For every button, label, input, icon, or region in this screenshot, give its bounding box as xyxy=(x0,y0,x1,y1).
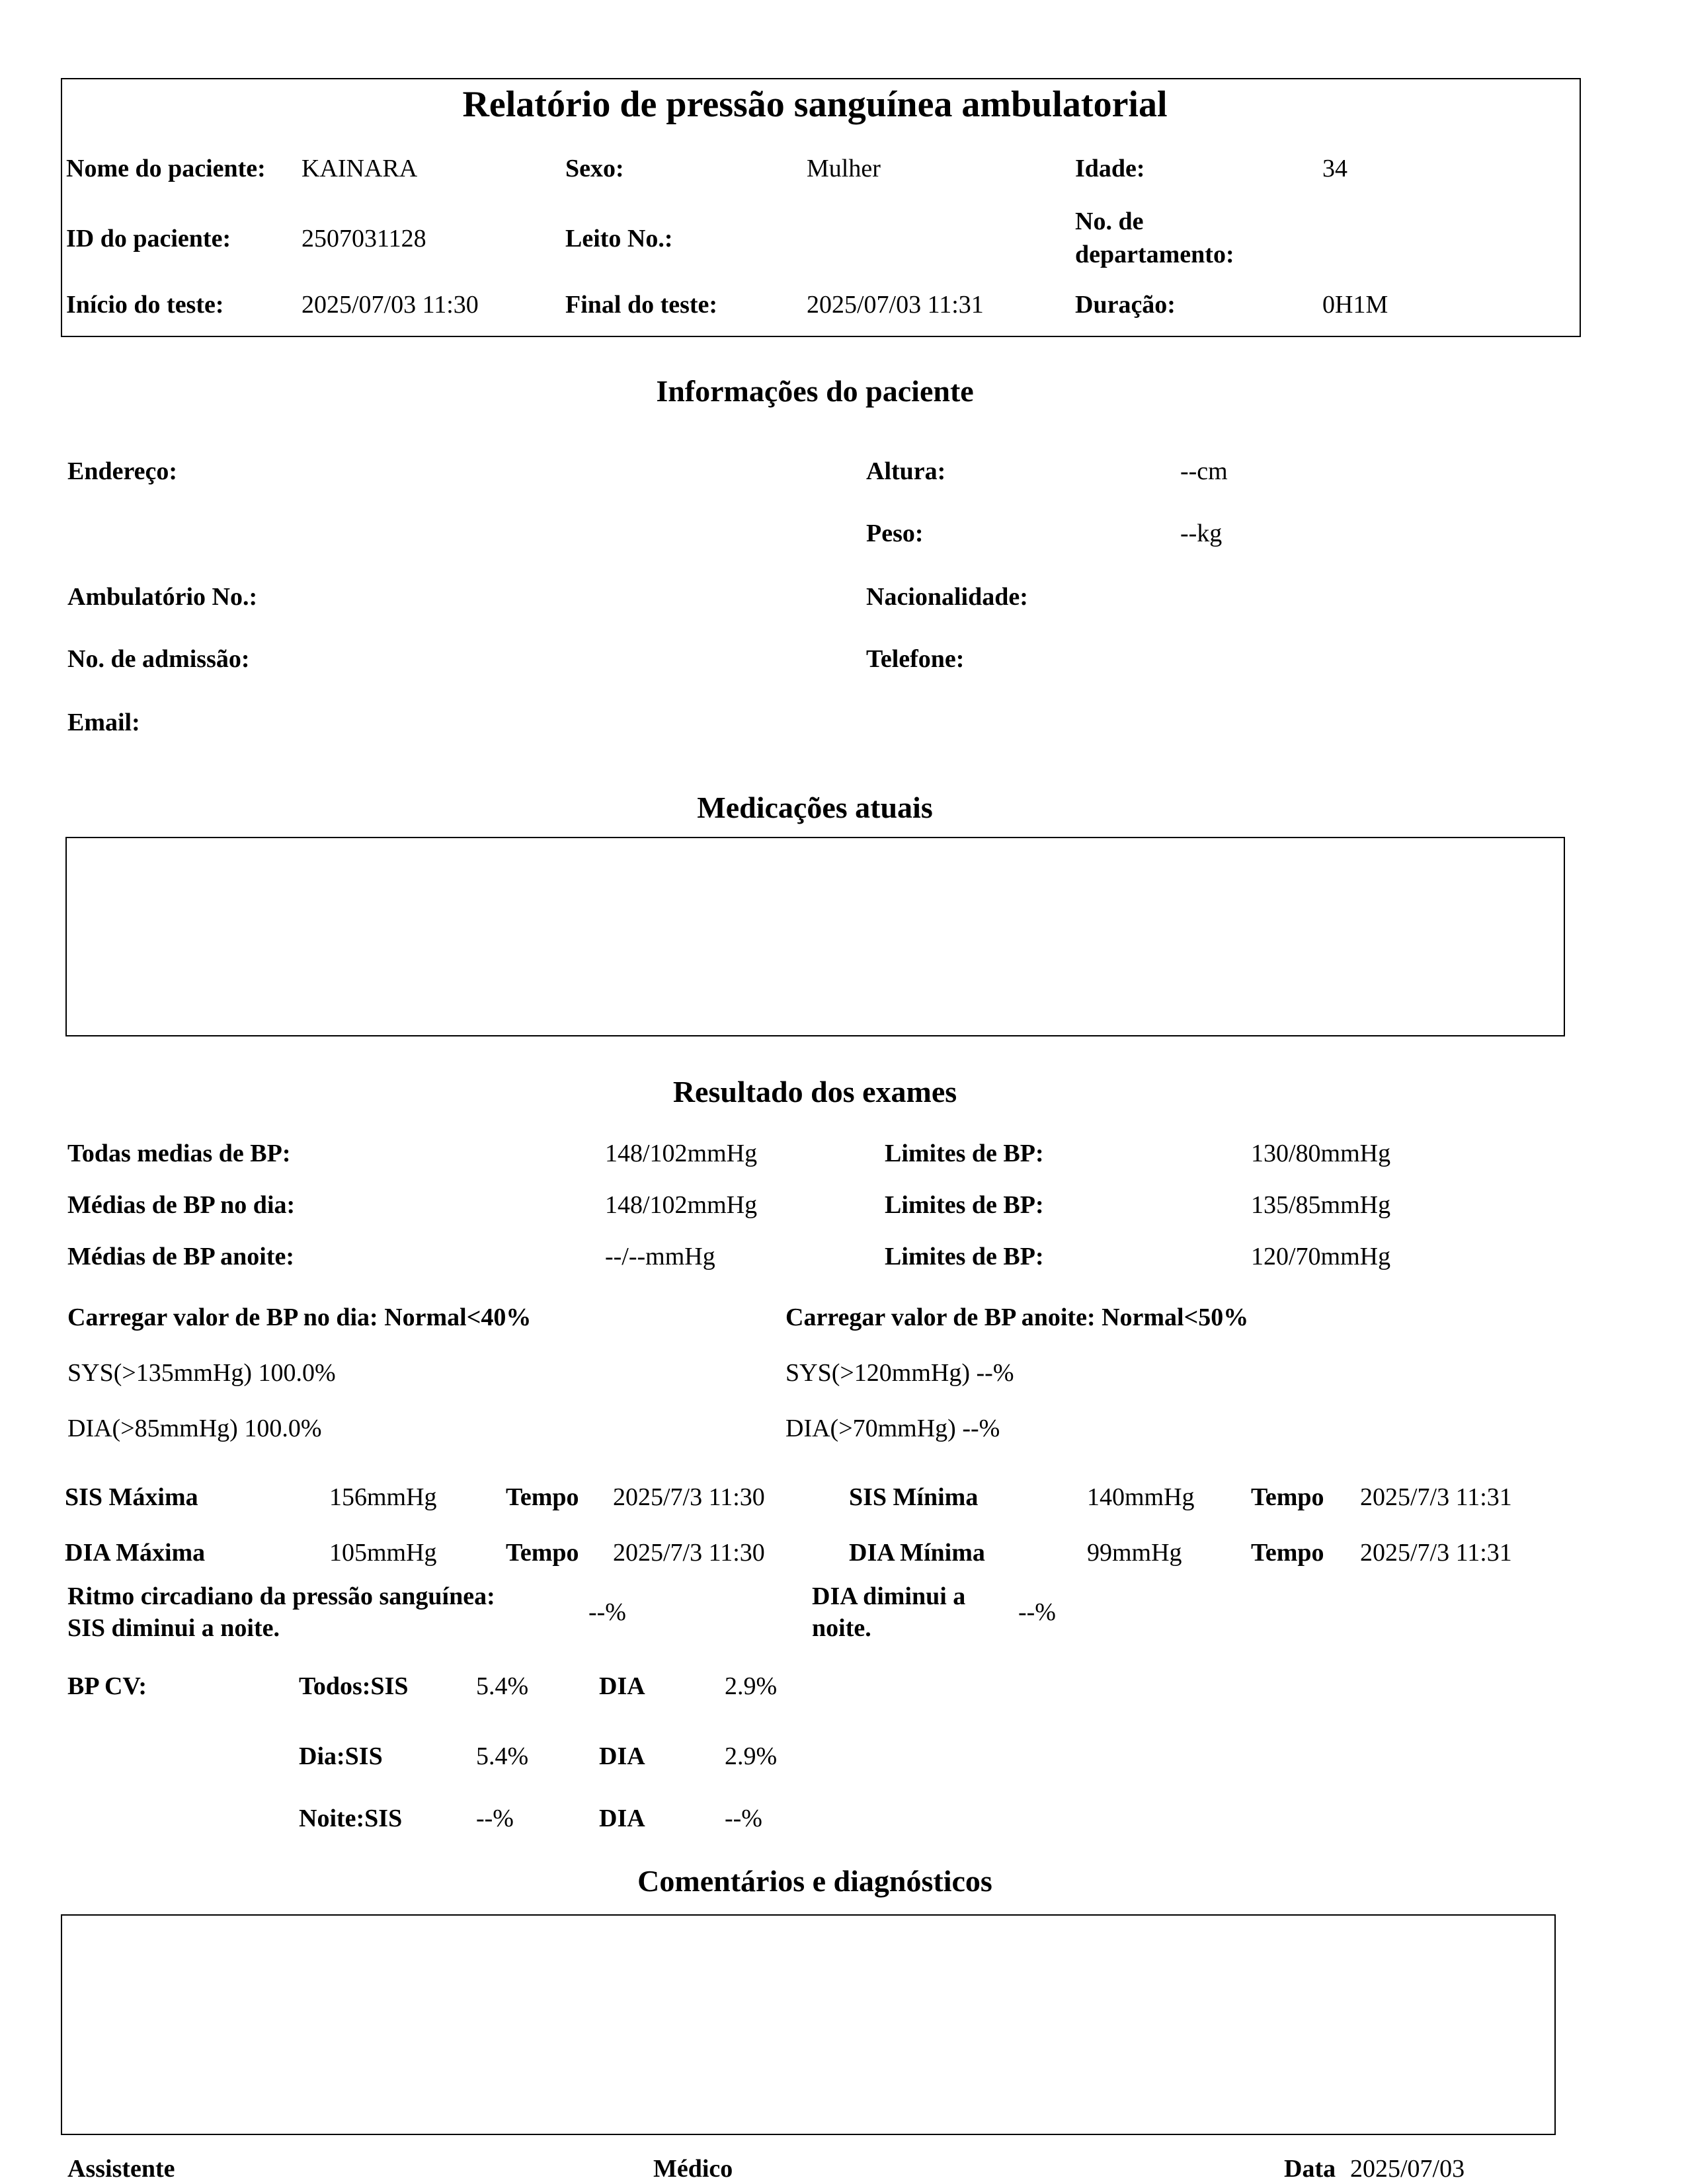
dept-label-1: No. de xyxy=(1075,208,1144,235)
sis-min-value: 140mmHg xyxy=(1087,1483,1195,1511)
duration-value: 0H1M xyxy=(1322,291,1388,319)
duration-label: Duração: xyxy=(1075,291,1176,319)
cv-all-dia-label: DIA xyxy=(599,1672,645,1700)
night-sys-load: SYS(>120mmHg) --% xyxy=(785,1359,1014,1387)
bp-limit-value-1: 130/80mmHg xyxy=(1251,1140,1391,1167)
sis-min-tempo-label: Tempo xyxy=(1251,1483,1324,1511)
day-avg-value: 148/102mmHg xyxy=(605,1191,758,1219)
test-start-value: 2025/07/03 11:30 xyxy=(301,291,479,319)
height-value: --cm xyxy=(1180,457,1228,485)
dia-min-label: DIA Mínima xyxy=(849,1539,985,1567)
bp-cv-label: BP CV: xyxy=(67,1672,147,1700)
cv-all-label: Todos:SIS xyxy=(299,1672,409,1700)
sis-max-value: 156mmHg xyxy=(329,1483,437,1511)
night-avg-value: --/--mmHg xyxy=(605,1243,715,1270)
dia-max-label: DIA Máxima xyxy=(65,1539,206,1567)
sex-value: Mulher xyxy=(807,155,881,182)
cv-day-dia-label: DIA xyxy=(599,1742,645,1770)
day-sys-load: SYS(>135mmHg) 100.0% xyxy=(67,1359,336,1387)
day-dia-load: DIA(>85mmHg) 100.0% xyxy=(67,1415,322,1442)
outpatient-label: Ambulatório No.: xyxy=(67,583,258,611)
cv-all-sis: 5.4% xyxy=(476,1672,529,1700)
dia-max-value: 105mmHg xyxy=(329,1539,437,1567)
age-value: 34 xyxy=(1322,155,1347,182)
bp-limit-value-2: 135/85mmHg xyxy=(1251,1191,1391,1219)
circadian-label-1: Ritmo circadiano da pressão sanguínea: xyxy=(67,1582,495,1610)
age-label: Idade: xyxy=(1075,155,1145,182)
dept-label-2: departamento: xyxy=(1075,241,1234,268)
weight-label: Peso: xyxy=(866,520,924,547)
patient-info-heading: Informações do paciente xyxy=(656,374,974,408)
cv-day-label: Dia:SIS xyxy=(299,1742,383,1770)
sis-min-time: 2025/7/3 11:31 xyxy=(1360,1483,1512,1511)
report-title: Relatório de pressão sanguínea ambulatorial xyxy=(462,84,1168,125)
height-label: Altura: xyxy=(866,457,946,485)
medications-heading: Medicações atuais xyxy=(697,791,933,824)
admission-label: No. de admissão: xyxy=(67,645,250,673)
bp-limit-value-3: 120/70mmHg xyxy=(1251,1243,1391,1270)
phone-label: Telefone: xyxy=(866,645,965,673)
date-label: Data xyxy=(1284,2155,1336,2183)
assistant-label: Assistente xyxy=(67,2155,175,2183)
night-dia-load: DIA(>70mmHg) --% xyxy=(785,1415,1000,1442)
circadian-sis-value: --% xyxy=(588,1598,626,1626)
patient-id-value: 2507031128 xyxy=(301,225,426,253)
comments-box[interactable] xyxy=(61,1914,1556,2135)
medications-box[interactable] xyxy=(65,837,1565,1036)
doctor-label: Médico xyxy=(653,2155,733,2183)
circadian-dia-label-2: noite. xyxy=(812,1614,871,1642)
circadian-label-2: SIS diminui a noite. xyxy=(67,1614,280,1642)
test-end-label: Final do teste: xyxy=(565,291,718,319)
bed-label: Leito No.: xyxy=(565,225,673,253)
patient-name-label: Nome do paciente: xyxy=(66,155,266,182)
circadian-dia-value: --% xyxy=(1018,1598,1056,1626)
cv-night-label: Noite:SIS xyxy=(299,1805,403,1832)
address-label: Endereço: xyxy=(67,457,178,485)
dia-min-value: 99mmHg xyxy=(1087,1539,1182,1567)
sex-label: Sexo: xyxy=(565,155,624,182)
cv-night-dia-label: DIA xyxy=(599,1805,645,1832)
email-label: Email: xyxy=(67,709,140,736)
test-end-value: 2025/07/03 11:31 xyxy=(807,291,984,319)
bp-limit-label-3: Limites de BP: xyxy=(885,1243,1044,1270)
results-heading: Resultado dos exames xyxy=(672,1075,957,1109)
cv-day-sis: 5.4% xyxy=(476,1742,529,1770)
all-avg-label: Todas medias de BP: xyxy=(67,1140,291,1167)
cv-day-dia: 2.9% xyxy=(725,1742,778,1770)
patient-name-value: KAINARA xyxy=(301,155,418,182)
nationality-label: Nacionalidade: xyxy=(866,583,1028,611)
cv-all-dia: 2.9% xyxy=(725,1672,778,1700)
circadian-dia-label-1: DIA diminui a xyxy=(812,1582,966,1610)
sis-max-time: 2025/7/3 11:30 xyxy=(613,1483,765,1511)
test-start-label: Início do teste: xyxy=(66,291,224,319)
bp-limit-label-2: Limites de BP: xyxy=(885,1191,1044,1219)
dia-max-tempo-label: Tempo xyxy=(506,1539,579,1567)
cv-night-dia: --% xyxy=(725,1805,762,1832)
comments-heading: Comentários e diagnósticos xyxy=(637,1864,992,1898)
night-avg-label: Médias de BP anoite: xyxy=(67,1243,295,1270)
date-value: 2025/07/03 xyxy=(1350,2155,1465,2183)
night-load-heading: Carregar valor de BP anoite: Normal<50% xyxy=(785,1304,1249,1331)
all-avg-value: 148/102mmHg xyxy=(605,1140,758,1167)
dia-max-time: 2025/7/3 11:30 xyxy=(613,1539,765,1567)
day-load-heading: Carregar valor de BP no dia: Normal<40% xyxy=(67,1304,532,1331)
sis-min-label: SIS Mínima xyxy=(849,1483,979,1511)
sis-max-tempo-label: Tempo xyxy=(506,1483,579,1511)
sis-max-label: SIS Máxima xyxy=(65,1483,198,1511)
dia-min-tempo-label: Tempo xyxy=(1251,1539,1324,1567)
day-avg-label: Médias de BP no dia: xyxy=(67,1191,296,1219)
weight-value: --kg xyxy=(1180,520,1223,547)
bp-limit-label-1: Limites de BP: xyxy=(885,1140,1044,1167)
dia-min-time: 2025/7/3 11:31 xyxy=(1360,1539,1512,1567)
patient-id-label: ID do paciente: xyxy=(66,225,231,253)
cv-night-sis: --% xyxy=(476,1805,514,1832)
